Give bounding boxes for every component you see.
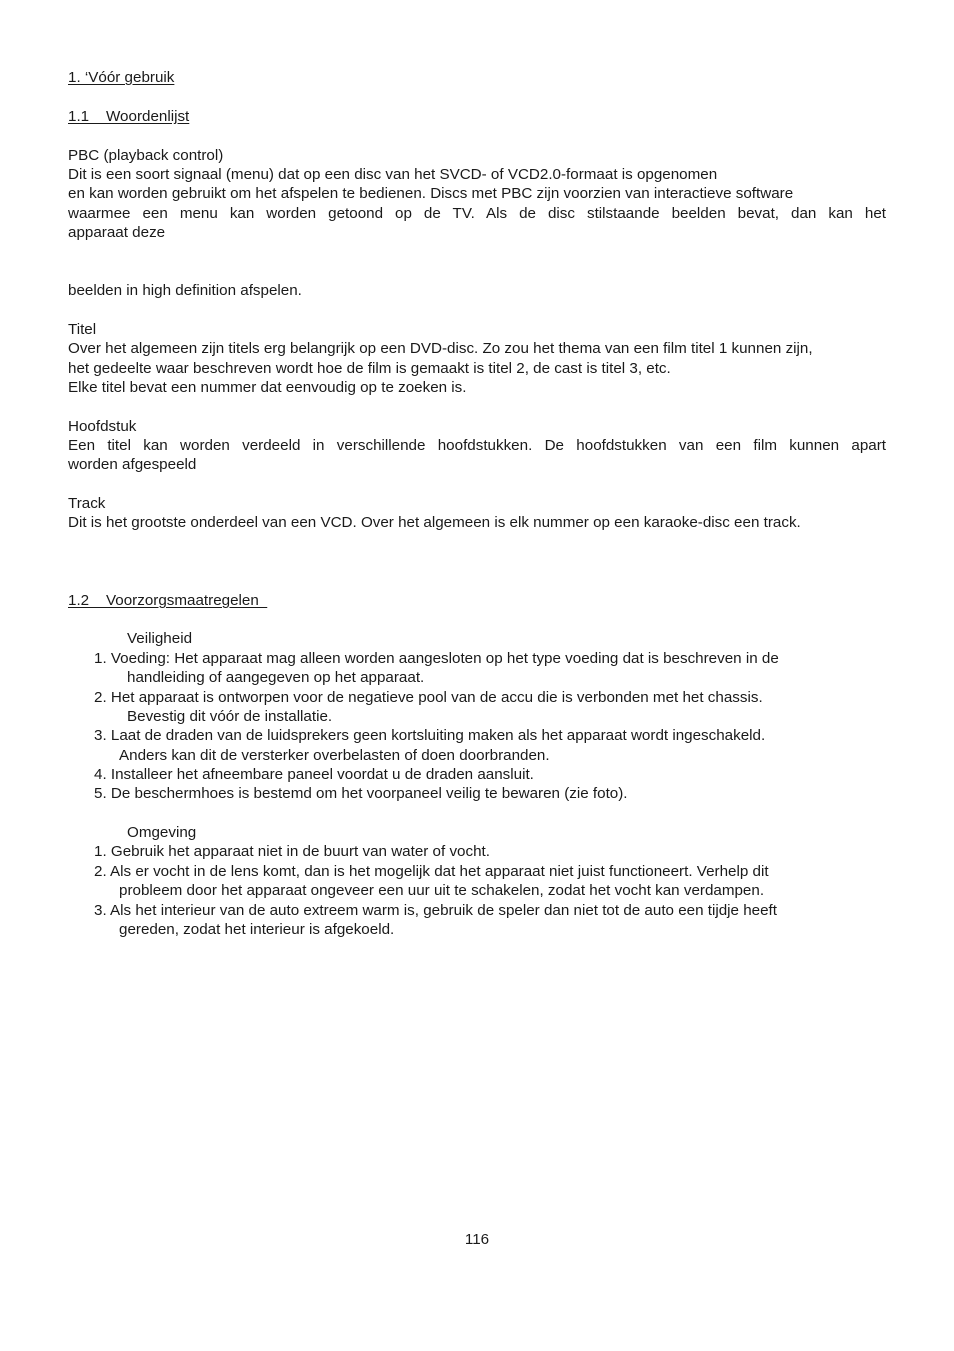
term-hoofdstuk: Hoofdstuk <box>68 418 137 435</box>
list-item: 3. Laat de draden van de luidsprekers geen kortsluiting maken als het apparaat wordt ingeschakeld. <box>94 727 766 744</box>
chapter-heading: 1. ‘Vóór gebruik <box>68 69 175 86</box>
track-line: Dit is het grootste onderdeel van een VCD. Over het algemeen is elk nummer op een karaoke-disc een track. <box>68 514 801 531</box>
titel-line: het gedeelte waar beschreven wordt hoe de film is gemaakt is titel 2, de cast is titel 3, etc. <box>68 360 671 377</box>
term-pbc: PBC (playback control) <box>68 147 224 164</box>
list-item: 2. Het apparaat is ontworpen voor de negatieve pool van de accu die is verbonden met het chassis. <box>94 689 763 706</box>
pbc-line: apparaat deze <box>68 224 166 241</box>
subheading-omgeving: Omgeving <box>127 824 197 841</box>
hoofdstuk-line: Een titel kan worden verdeeld in verschillende hoofdstukken. De hoofdstukken van een film kunnen apart <box>68 437 886 454</box>
list-item-continuation: Anders kan dit de versterker overbelasten of doen doorbranden. <box>119 747 550 764</box>
list-item-continuation: probleem door het apparaat ongeveer een uur uit te schakelen, zodat het vocht kan verdampen. <box>119 882 765 899</box>
list-item: 1. Voeding: Het apparaat mag alleen worden aangesloten op het type voeding dat is beschreven in de <box>94 650 779 667</box>
term-track: Track <box>68 495 106 512</box>
list-item: 2. Als er vocht in de lens komt, dan is het mogelijk dat het apparaat niet juist functioneert. Verhelp dit <box>94 863 769 880</box>
hoofdstuk-line: worden afgespeeld <box>68 456 197 473</box>
pbc-line: en kan worden gebruikt om het afspelen te bedienen. Discs met PBC zijn voorzien van interactieve software <box>68 185 794 202</box>
list-item: 1. Gebruik het apparaat niet in de buurt van water of vocht. <box>94 843 490 860</box>
page-number: 116 <box>464 1231 490 1248</box>
term-titel: Titel <box>68 321 97 338</box>
list-item-continuation: gereden, zodat het interieur is afgekoeld. <box>119 921 395 938</box>
list-item-continuation: Bevestig dit vóór de installatie. <box>127 708 333 725</box>
titel-line: Over het algemeen zijn titels erg belangrijk op een DVD-disc. Zo zou het thema van een film titel 1 kunnen zijn, <box>68 340 813 357</box>
subheading-veiligheid: Veiligheid <box>127 630 193 647</box>
pbc-line: beelden in high definition afspelen. <box>68 282 302 299</box>
section-heading-voorzorgsmaatregelen: 1.2 Voorzorgsmaatregelen <box>68 592 268 609</box>
pbc-line: Dit is een soort signaal (menu) dat op een disc van het SVCD- of VCD2.0-formaat is opgenomen <box>68 166 718 183</box>
list-item: 5. De beschermhoes is bestemd om het voorpaneel veilig te bewaren (zie foto). <box>94 785 628 802</box>
titel-line: Elke titel bevat een nummer dat eenvoudig op te zoeken is. <box>68 379 467 396</box>
pbc-line: waarmee een menu kan worden getoond op de TV. Als de disc stilstaande beelden bevat, dan kan het <box>68 205 886 222</box>
list-item-continuation: handleiding of aangegeven op het apparaat. <box>127 669 425 686</box>
list-item: 3. Als het interieur van de auto extreem warm is, gebruik de speler dan niet tot de auto een tijdje heeft <box>94 902 777 919</box>
list-item: 4. Installeer het afneembare paneel voordat u de draden aansluit. <box>94 766 534 783</box>
section-heading-woordenlijst: 1.1 Woordenlijst <box>68 108 190 125</box>
